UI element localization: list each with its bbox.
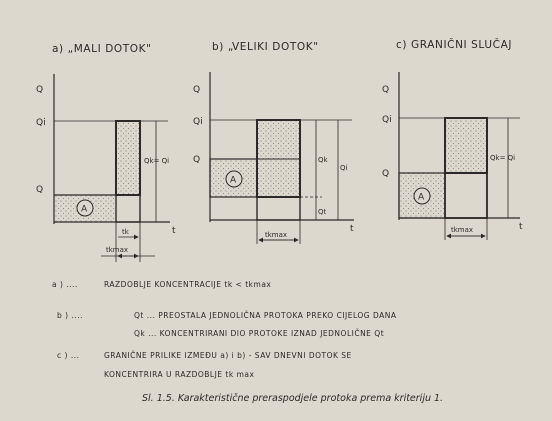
diagram-c: [382, 72, 523, 240]
diagram-a-lower-block: [116, 195, 140, 222]
diagram-c-label-a: A: [418, 192, 425, 203]
diagram-b-lower-block: [257, 197, 300, 220]
diagram-b-x-label: t: [350, 224, 354, 234]
diagram-b: [193, 72, 354, 244]
diagram-c-q-label: Q: [382, 169, 390, 179]
diagram-a: [36, 74, 176, 262]
diagram-b-tkmax-label: tkmax: [265, 231, 288, 239]
diagram-b-qi-label: Qi: [193, 117, 203, 127]
legend-a-key: a ) ....: [52, 280, 78, 289]
diagram-a-label-a: A: [81, 204, 88, 215]
diagram-c-title: c) GRANIČNI SLUČAJ: [396, 39, 513, 51]
legend-c-line2: KONCENTRIRA U RAZDOBLJE tk max: [104, 370, 255, 379]
diagram-c-y-label: Q: [382, 85, 390, 95]
diagram-b-qk-label: Qk: [318, 156, 328, 164]
diagram-a-qi-label: Qi: [36, 118, 46, 128]
legend-c-key: c ) ...: [57, 351, 80, 360]
diagram-b-y-label: Q: [193, 85, 201, 95]
legend-c-line1: GRANIČNE PRILIKE IZMEĐU a) i b) - SAV DNEVNI DOTOK SE: [104, 351, 352, 360]
diagram-c-qk-label: Qk= Qi: [490, 154, 516, 162]
diagram-a-qi-block: [116, 121, 140, 195]
legend: [52, 280, 397, 379]
diagram-a-y-label: Q: [36, 85, 44, 95]
diagram-c-qi-block: [445, 118, 487, 173]
legend-b-line1: Qt ... PREOSTALA JEDNOLIČNA PROTOKA PREKO CIJELOG DANA: [134, 311, 397, 320]
diagram-a-tkmax-label: tkmax: [106, 246, 129, 254]
diagram-a-x-label: t: [172, 226, 176, 236]
diagram-a-q-label: Q: [36, 185, 44, 195]
diagram-b-q-label: Q: [193, 155, 201, 165]
diagram-b-title: b) „VELIKI DOTOK": [212, 41, 319, 53]
diagram-c-qi-label: Qi: [382, 115, 392, 125]
legend-b-line2: Qk ... KONCENTRIRANI DIO PROTOKE IZNAD JEDNOLIČNE Qt: [134, 329, 385, 338]
diagram-c-tkmax-label: tkmax: [451, 226, 474, 234]
legend-b-key: b ) ....: [57, 311, 83, 320]
diagram-c-lower-block: [445, 173, 487, 218]
diagram-a-title: a) „MALI DOTOK": [52, 43, 152, 55]
diagram-a-tk-label: tk: [122, 228, 129, 236]
diagram-b-qi-dim-label: Qi: [340, 164, 348, 172]
diagram-c-x-label: t: [519, 222, 523, 232]
legend-a-text: RAZDOBLJE KONCENTRACIJE tk < tkmax: [104, 280, 272, 289]
diagram-a-qk-label: Qk= Qi: [144, 157, 170, 165]
figure-caption: Sl. 1.5. Karakteristične preraspodjele protoka prema kriteriju 1.: [142, 393, 444, 404]
diagram-b-qt-label: Qt: [318, 208, 327, 216]
diagram-b-label-a: A: [230, 175, 237, 186]
